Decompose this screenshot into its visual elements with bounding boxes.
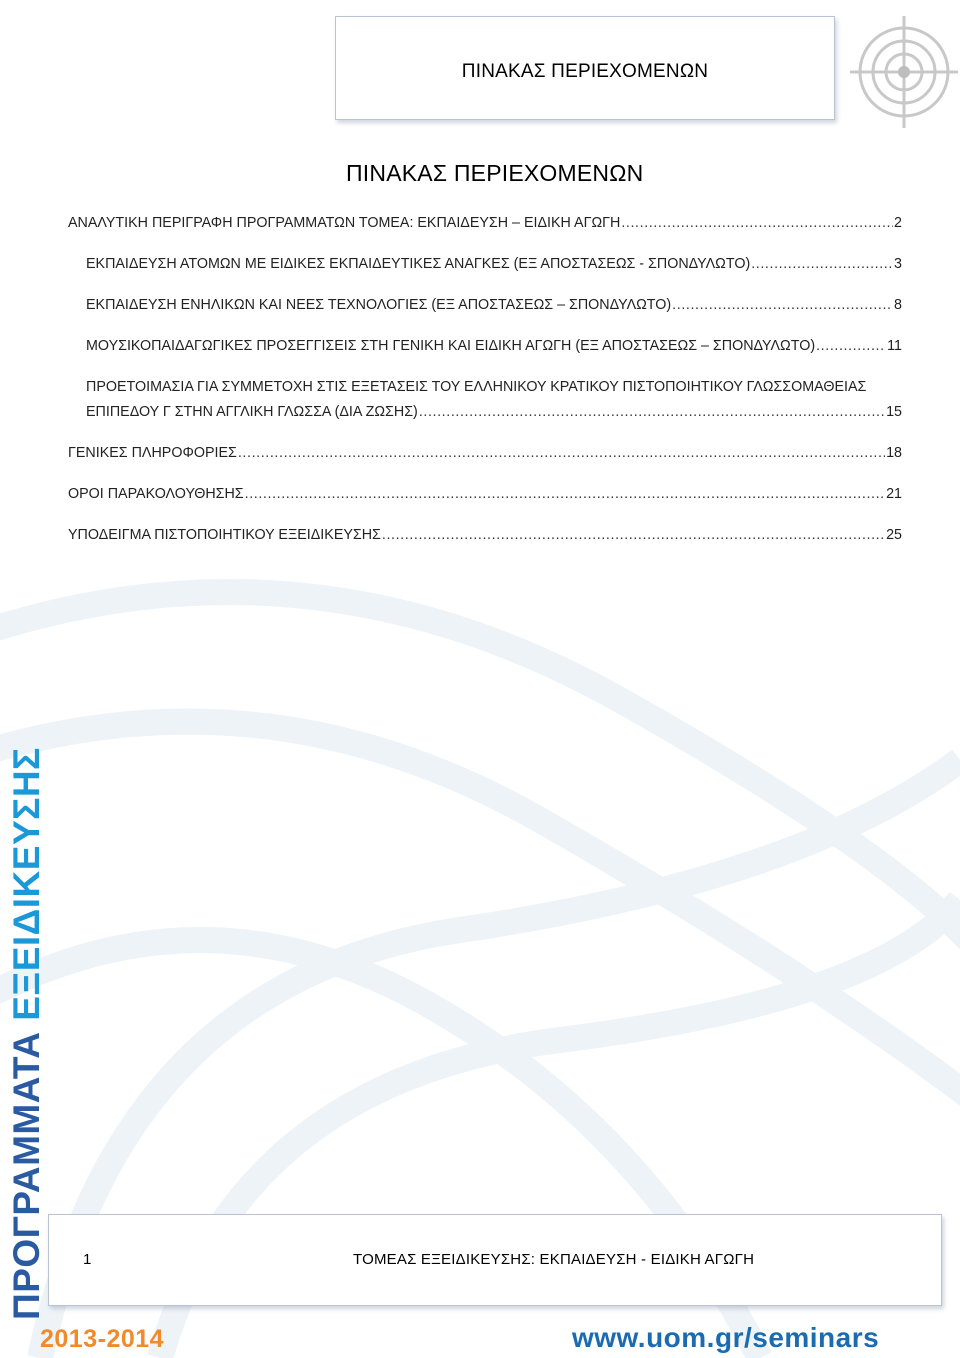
website-link[interactable]: www.uom.gr/seminars bbox=[572, 1322, 880, 1353]
dot-leader bbox=[816, 338, 886, 354]
toc-entry-text: ΟΡΟΙ ΠΑΡΑΚΟΛΟΥΘΗΣΗΣ bbox=[68, 486, 244, 502]
page-footer bbox=[48, 1214, 942, 1306]
side-banner-part2: ΕΞΕΙΔΙΚΕΥΣΗΣ bbox=[6, 747, 47, 1021]
toc-entry[interactable] bbox=[68, 486, 902, 502]
dot-leader bbox=[382, 527, 885, 543]
toc-entry-text: ΕΠΙΠΕΔΟΥ Γ ΣΤΗΝ ΑΓΓΛΙΚΗ ΓΛΩΣΣΑ (ΔΙΑ ΖΩΣΗΣ) bbox=[86, 404, 418, 420]
dot-leader bbox=[672, 297, 893, 313]
crosshair-logo-icon bbox=[842, 10, 960, 130]
toc-entry[interactable] bbox=[68, 445, 902, 461]
toc-entry[interactable] bbox=[86, 404, 902, 420]
toc-entry[interactable] bbox=[86, 297, 902, 313]
toc-entry-text: ΕΚΠΑΙΔΕΥΣΗ ΑΤΟΜΩΝ ΜΕ ΕΙΔΙΚΕΣ ΕΚΠΑΙΔΕΥΤΙΚΕΣ ΑΝΑΓΚΕΣ (ΕΞ ΑΠΟΣΤΑΣΕΩΣ - ΣΠΟΝΔΥΛΩΤΟ) bbox=[86, 256, 751, 272]
toc-entry[interactable] bbox=[86, 256, 902, 272]
dot-leader bbox=[419, 404, 885, 420]
page-number: 1 bbox=[83, 1251, 92, 1268]
dot-leader bbox=[238, 445, 885, 461]
toc-entry-page: 21 bbox=[886, 486, 902, 502]
footer-title: ΤΟΜΕΑΣ ΕΞΕΙΔΙΚΕΥΣΗΣ: ΕΚΠΑΙΔΕΥΣΗ - ΕΙΔΙΚΗ ΑΓΩΓΗ bbox=[353, 1251, 755, 1268]
toc-entry[interactable] bbox=[68, 215, 902, 231]
toc-entry[interactable] bbox=[86, 338, 902, 354]
side-banner bbox=[6, 747, 48, 1320]
dot-leader bbox=[751, 256, 893, 272]
toc-entry-text: ΑΝΑΛΥΤΙΚΗ ΠΕΡΙΓΡΑΦΗ ΠΡΟΓΡΑΜΜΑΤΩΝ ΤΟΜΕΑ: ΕΚΠΑΙΔΕΥΣΗ – ΕΙΔΙΚΗ ΑΓΩΓΗ bbox=[68, 215, 621, 231]
toc-entry[interactable] bbox=[68, 527, 902, 543]
toc-entry-text-line1[interactable]: ΠΡΟΕΤΟΙΜΑΣΙΑ ΓΙΑ ΣΥΜΜΕΤΟΧΗ ΣΤΙΣ ΕΞΕΤΑΣΕΙΣ ΤΟΥ ΕΛΛΗΝΙΚΟΥ ΚΡΑΤΙΚΟΥ ΠΙΣΤΟΠΟΙΗΤΙΚΟΥ ΓΛΩΣΣΟΜΑΘΕΙΑΣ bbox=[86, 379, 867, 395]
toc-entry-page: 11 bbox=[887, 338, 902, 354]
academic-year: 2013-2014 bbox=[40, 1325, 165, 1353]
toc-heading: ΠΙΝΑΚΑΣ ΠΕΡΙΕΧΟΜΕΝΩΝ bbox=[346, 160, 644, 186]
toc-entry-page: 8 bbox=[894, 297, 902, 313]
dot-leader bbox=[621, 215, 893, 231]
toc-entry-page: 2 bbox=[894, 215, 902, 231]
toc-entry-page: 18 bbox=[886, 445, 902, 461]
page-header bbox=[335, 16, 835, 120]
side-banner-part1: ΠΡΟΓΡΑΜΜΑΤΑ bbox=[6, 1020, 47, 1320]
toc-entry-text: ΕΚΠΑΙΔΕΥΣΗ ΕΝΗΛΙΚΩΝ ΚΑΙ ΝΕΕΣ ΤΕΧΝΟΛΟΓΙΕΣ (ΕΞ ΑΠΟΣΤΑΣΕΩΣ – ΣΠΟΝΔΥΛΩΤΟ) bbox=[86, 297, 672, 313]
toc-entry-text: ΓΕΝΙΚΕΣ ΠΛΗΡΟΦΟΡΙΕΣ bbox=[68, 445, 237, 461]
toc-entry-page: 3 bbox=[894, 256, 902, 272]
toc-entry-text: ΥΠΟΔΕΙΓΜΑ ΠΙΣΤΟΠΟΙΗΤΙΚΟΥ ΕΞΕΙΔΙΚΕΥΣΗΣ bbox=[68, 527, 381, 543]
toc-entry-page: 25 bbox=[886, 527, 902, 543]
toc-entry-page: 15 bbox=[886, 404, 902, 420]
toc-entry-text: ΜΟΥΣΙΚΟΠΑΙΔΑΓΩΓΙΚΕΣ ΠΡΟΣΕΓΓΙΣΕΙΣ ΣΤΗ ΓΕΝΙΚΗ ΚΑΙ ΕΙΔΙΚΗ ΑΓΩΓΗ (ΕΞ ΑΠΟΣΤΑΣΕΩΣ – ΣΠΟΝΔΥΛΩΤΟ) bbox=[86, 338, 816, 354]
header-title: ΠΙΝΑΚΑΣ ΠΕΡΙΕΧΟΜΕΝΩΝ bbox=[461, 61, 709, 82]
dot-leader bbox=[245, 486, 885, 502]
